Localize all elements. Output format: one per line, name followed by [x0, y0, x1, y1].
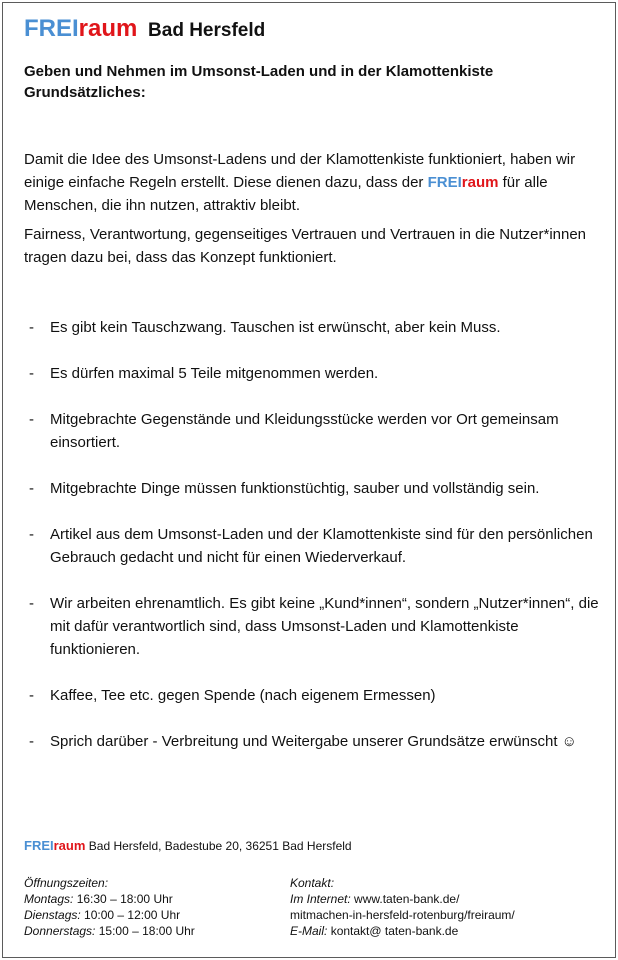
bullet-dash: -	[29, 687, 34, 704]
bullet-dash: -	[29, 365, 34, 382]
email-link[interactable]: kontakt@ taten-bank.de	[330, 924, 459, 938]
bullet-dash: -	[29, 411, 34, 428]
footer	[24, 838, 604, 938]
email-label: E-Mail:	[290, 924, 328, 938]
list-item	[24, 730, 604, 753]
bullet-dash: -	[29, 526, 34, 543]
hours-row	[24, 907, 195, 923]
rule-text: Wir arbeiten ehrenamtlich. Es gibt keine „Kund*innen“, sondern „Nutzer*innen“, die mit dafür verantwortlich sind, dass Umsonst-Laden und Klamottenkiste funktionieren.	[50, 595, 599, 658]
internet-label: Im Internet:	[290, 892, 351, 906]
footer-brand-frei: FREI	[24, 838, 54, 853]
footer-address-line	[24, 838, 604, 854]
bullet-dash: -	[29, 319, 34, 336]
rule-text: Sprich darüber - Verbreitung und Weitergabe unserer Grundsätze erwünscht ☺	[50, 733, 577, 750]
footer-brand-raum: raum	[53, 838, 86, 853]
subtitle	[24, 61, 594, 103]
hours-day: Montags:	[24, 892, 74, 906]
internet-link[interactable]: www.taten-bank.de/	[354, 892, 460, 906]
contact-title: Kontakt:	[290, 876, 335, 890]
list-item	[24, 477, 604, 500]
list-item	[24, 316, 604, 339]
footer-address: Bad Hersfeld, Badestube 20, 36251 Bad Hersfeld	[88, 839, 352, 853]
bullet-dash: -	[29, 480, 34, 497]
rule-text: Kaffee, Tee etc. gegen Spende (nach eigenem Ermessen)	[50, 687, 436, 704]
list-item	[24, 523, 604, 569]
hours-day: Donnerstags:	[24, 924, 96, 938]
intro-p1-before: Damit die Idee des Umsonst-Ladens und der Klamottenkiste funktioniert, haben wir einige einfache Regeln erstellt. Diese dienen dazu, dass der	[24, 151, 576, 191]
hours-title: Öffnungszeiten:	[24, 876, 109, 890]
brand-frei: FREI	[24, 15, 79, 42]
rule-text: Artikel aus dem Umsonst-Laden und der Klamottenkiste sind für den persönlichen Gebrauch gedacht und nicht für einen Wiederverkauf.	[50, 526, 593, 566]
intro-paragraph-2: Fairness, Verantwortung, gegenseitiges Vertrauen und Vertrauen in die Nutzer*innen tragen dazu bei, dass das Konzept funktioniert.	[24, 226, 587, 266]
brand-raum: raum	[78, 15, 138, 42]
page-title	[24, 14, 265, 46]
list-item	[24, 684, 604, 707]
intro-brand-raum: raum	[461, 174, 499, 191]
rule-text: Mitgebrachte Dinge müssen funktionstüchtig, sauber und vollständig sein.	[50, 480, 540, 497]
brand-place: Bad Hersfeld	[148, 20, 266, 41]
email-row	[290, 923, 515, 939]
intro-paragraph-1	[24, 148, 604, 217]
rule-text: Es dürfen maximal 5 Teile mitgenommen werden.	[50, 365, 379, 382]
bullet-dash: -	[29, 595, 34, 612]
hours-row	[24, 923, 195, 939]
hours-time: 15:00 – 18:00 Uhr	[98, 924, 195, 938]
intro-p1-after: für alle Menschen, die ihn nutzen, attraktiv bleibt.	[24, 174, 548, 214]
contact-info	[290, 875, 515, 939]
rule-text: Es gibt kein Tauschzwang. Tauschen ist erwünscht, aber kein Muss.	[50, 319, 501, 336]
subtitle-line-1: Geben und Nehmen im Umsonst-Laden und in der Klamottenkiste	[24, 63, 494, 80]
intro-brand-frei: FREI	[427, 174, 462, 191]
hours-time: 10:00 – 12:00 Uhr	[84, 908, 181, 922]
rules-list	[24, 316, 604, 776]
hours-day: Dienstags:	[24, 908, 81, 922]
list-item	[24, 362, 604, 385]
hours-row	[24, 891, 195, 907]
rule-text: Mitgebrachte Gegenstände und Kleidungsstücke werden vor Ort gemeinsam einsortiert.	[50, 411, 559, 451]
list-item	[24, 408, 604, 454]
intro-text	[24, 148, 604, 269]
bullet-dash: -	[29, 733, 34, 750]
hours-time: 16:30 – 18:00 Uhr	[76, 892, 173, 906]
list-item	[24, 592, 604, 661]
opening-hours	[24, 875, 195, 939]
internet-link-continued[interactable]: mitmachen-in-hersfeld-rotenburg/freiraum/	[290, 908, 515, 922]
internet-row	[290, 891, 515, 907]
subtitle-line-2: Grundsätzliches:	[24, 84, 146, 101]
